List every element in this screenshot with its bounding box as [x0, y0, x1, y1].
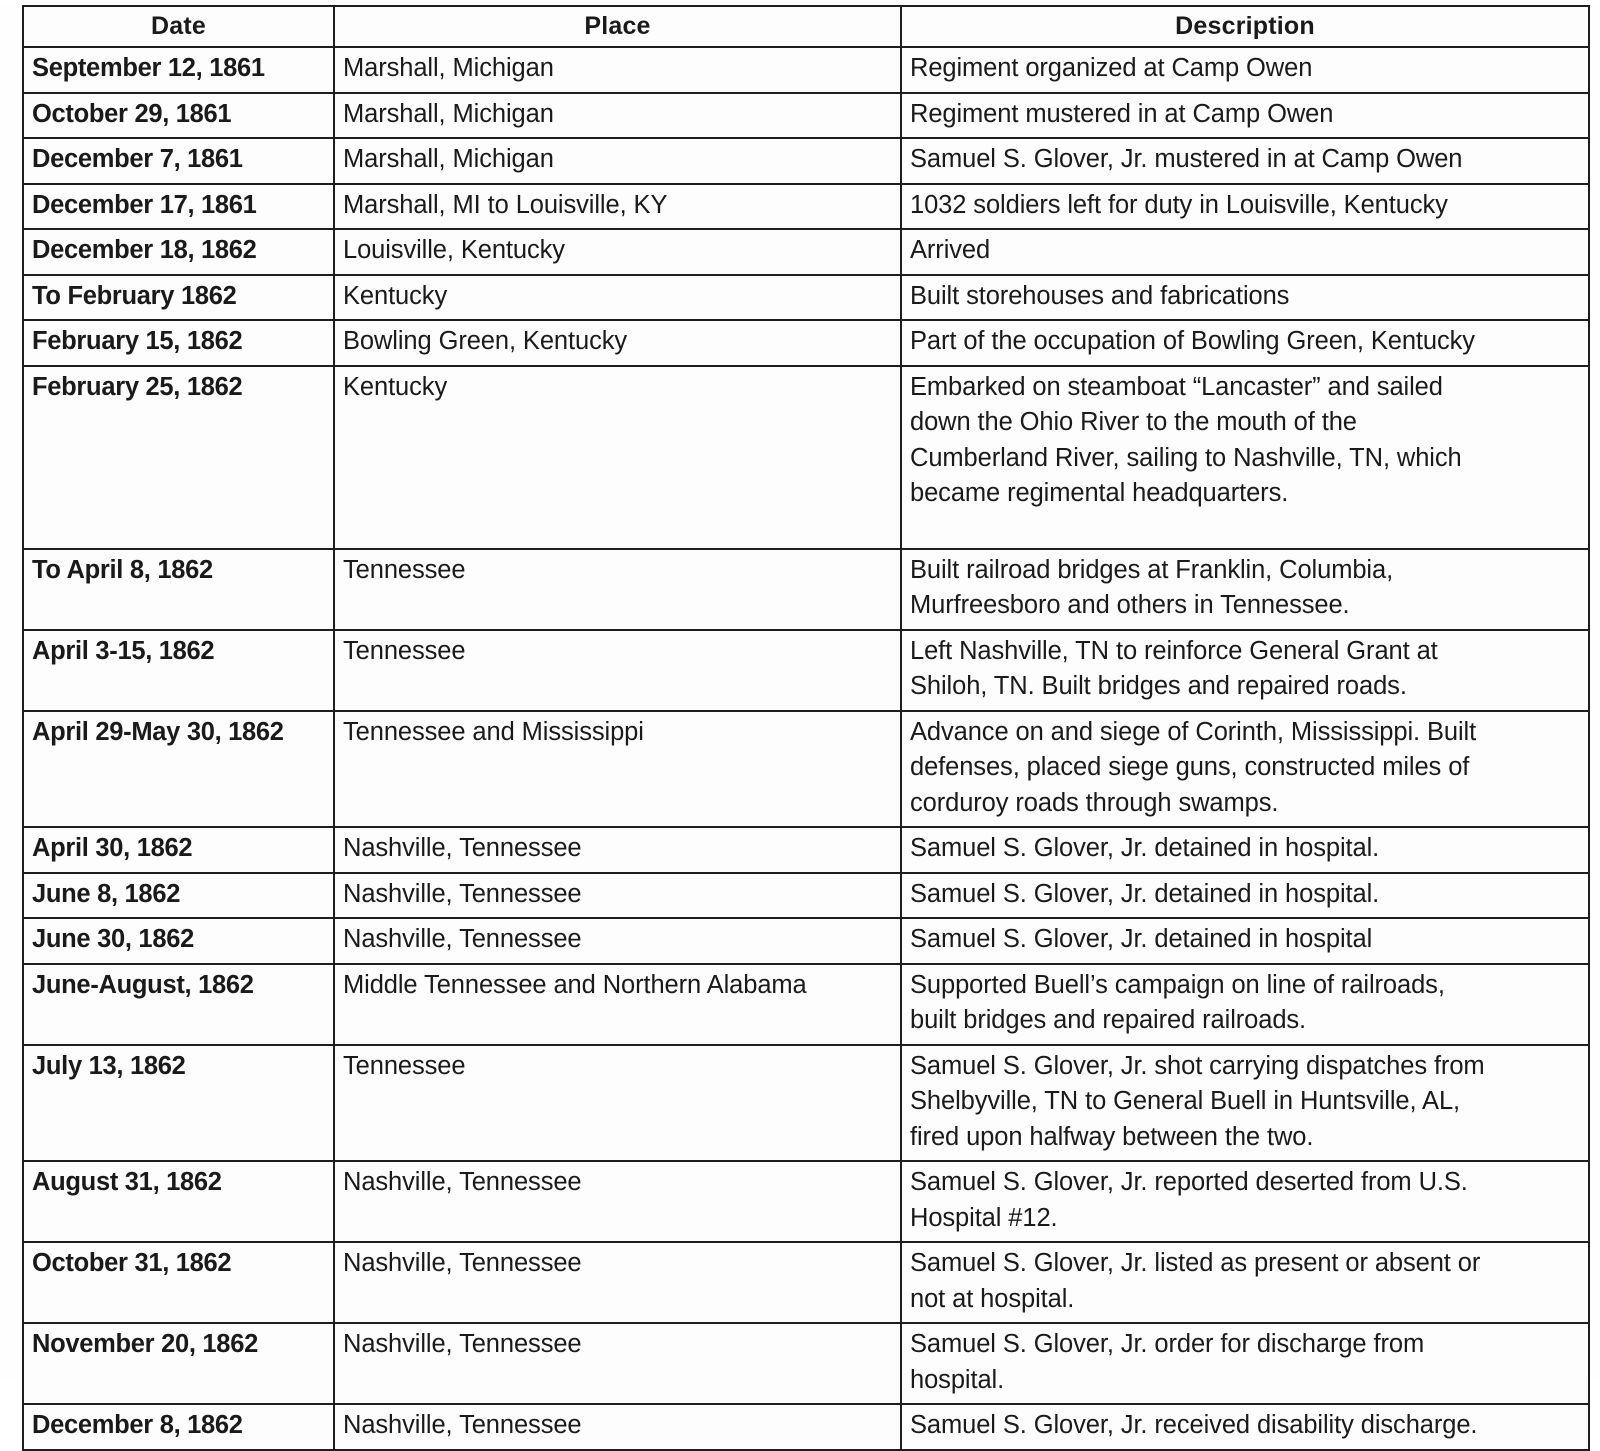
- cell-place: Nashville, Tennessee: [334, 1404, 901, 1450]
- cell-place: Nashville, Tennessee: [334, 873, 901, 919]
- column-header-description: Description: [901, 6, 1589, 47]
- table-row: [23, 93, 1589, 139]
- description-line: not at hospital.: [910, 1284, 1075, 1313]
- table-row: [23, 918, 1589, 964]
- description-line: Regiment organized at Camp Owen: [910, 54, 1313, 82]
- table-row: [23, 711, 1589, 828]
- cell-date: February 25, 1862: [23, 366, 334, 549]
- cell-date: June 30, 1862: [23, 918, 334, 964]
- table-row: [23, 630, 1589, 711]
- table-row: [23, 827, 1589, 873]
- cell-date: To February 1862: [23, 275, 334, 321]
- cell-place: Kentucky: [334, 366, 901, 549]
- description-line: Supported Buell’s campaign on line of railroads,: [910, 970, 1445, 999]
- description-line: Samuel S. Glover, Jr. mustered in at Camp Owen: [910, 145, 1463, 173]
- cell-date: To April 8, 1862: [23, 549, 334, 630]
- description-line: Murfreesboro and others in Tennessee.: [910, 591, 1350, 619]
- column-header-date: Date: [23, 6, 334, 47]
- description-line: Built storehouses and fabrications: [910, 281, 1290, 310]
- description-line: Samuel S. Glover, Jr. shot carrying dispatches from: [910, 1051, 1485, 1080]
- description-line: became regimental headquarters.: [910, 479, 1289, 507]
- cell-place: Marshall, MI to Louisville, KY: [334, 184, 901, 230]
- description-line: defenses, placed siege guns, constructed miles of: [910, 753, 1470, 781]
- cell-date: December 8, 1862: [23, 1404, 334, 1450]
- table-row: [23, 549, 1589, 630]
- cell-description: [901, 320, 1589, 366]
- cell-description: [901, 711, 1589, 828]
- cell-place: Nashville, Tennessee: [334, 1242, 901, 1323]
- cell-date: October 29, 1861: [23, 93, 334, 139]
- description-line: down the Ohio River to the mouth of the: [910, 408, 1357, 436]
- cell-date: February 15, 1862: [23, 320, 334, 366]
- description-line: 1032 soldiers left for duty in Louisville, Kentucky: [910, 190, 1448, 219]
- cell-date: April 3-15, 1862: [23, 630, 334, 711]
- description-line: Arrived: [910, 236, 991, 264]
- table-row: [23, 1161, 1589, 1242]
- cell-place: Nashville, Tennessee: [334, 1161, 901, 1242]
- cell-place: Louisville, Kentucky: [334, 229, 901, 275]
- cell-place: Tennessee and Mississippi: [334, 711, 901, 828]
- description-line: hospital.: [910, 1365, 1005, 1394]
- regiment-service-record-table: [22, 5, 1590, 1451]
- cell-place: Marshall, Michigan: [334, 93, 901, 139]
- cell-date: July 13, 1862: [23, 1045, 334, 1162]
- cell-place: Kentucky: [334, 275, 901, 321]
- description-line: fired upon halfway between the two.: [910, 1122, 1314, 1151]
- table-row: [23, 47, 1589, 93]
- cell-place: Nashville, Tennessee: [334, 1323, 901, 1404]
- table-row: [23, 1323, 1589, 1404]
- cell-date: December 17, 1861: [23, 184, 334, 230]
- cell-date: June 8, 1862: [23, 873, 334, 919]
- cell-date: December 18, 1862: [23, 229, 334, 275]
- table-row: [23, 138, 1589, 184]
- table-row: [23, 366, 1589, 549]
- description-line: Samuel S. Glover, Jr. listed as present or absent or: [910, 1249, 1481, 1277]
- cell-date: September 12, 1861: [23, 47, 334, 93]
- table-row: [23, 320, 1589, 366]
- cell-description: [901, 1045, 1589, 1162]
- cell-description: [901, 138, 1589, 184]
- cell-description: [901, 1242, 1589, 1323]
- description-line: Left Nashville, TN to reinforce General Grant at: [910, 636, 1438, 665]
- cell-description: [901, 549, 1589, 630]
- cell-description: [901, 827, 1589, 873]
- cell-date: June-August, 1862: [23, 964, 334, 1045]
- scanned-page: [0, 5, 1600, 1439]
- description-line: Samuel S. Glover, Jr. order for discharge from: [910, 1330, 1425, 1358]
- cell-date: November 20, 1862: [23, 1323, 334, 1404]
- cell-description: [901, 1161, 1589, 1242]
- cell-date: December 7, 1861: [23, 138, 334, 184]
- description-line: Part of the occupation of Bowling Green, Kentucky: [910, 327, 1475, 355]
- description-line: Hospital #12.: [910, 1203, 1058, 1232]
- cell-description: [901, 93, 1589, 139]
- description-line: Samuel S. Glover, Jr. detained in hospital: [910, 925, 1373, 953]
- cell-description: [901, 964, 1589, 1045]
- cell-description: [901, 275, 1589, 321]
- cell-place: Nashville, Tennessee: [334, 918, 901, 964]
- table-row: [23, 964, 1589, 1045]
- description-line: Shiloh, TN. Built bridges and repaired roads.: [910, 672, 1407, 700]
- cell-description: [901, 366, 1589, 549]
- table-header-row: [23, 6, 1589, 47]
- table-row: [23, 1045, 1589, 1162]
- description-line: corduroy roads through swamps.: [910, 788, 1279, 817]
- description-line: built bridges and repaired railroads.: [910, 1006, 1307, 1034]
- cell-place: Tennessee: [334, 549, 901, 630]
- table-header: [23, 6, 1589, 47]
- description-line: Advance on and siege of Corinth, Mississippi. Built: [910, 717, 1477, 746]
- description-line: Samuel S. Glover, Jr. reported deserted from U.S.: [910, 1168, 1468, 1196]
- cell-place: Marshall, Michigan: [334, 138, 901, 184]
- cell-description: [901, 918, 1589, 964]
- table-row: [23, 184, 1589, 230]
- column-header-place: Place: [334, 6, 901, 47]
- description-line: Built railroad bridges at Franklin, Columbia,: [910, 555, 1394, 584]
- description-line: Samuel S. Glover, Jr. detained in hospital.: [910, 834, 1380, 862]
- cell-description: [901, 873, 1589, 919]
- cell-description: [901, 47, 1589, 93]
- description-line: Samuel S. Glover, Jr. detained in hospital.: [910, 879, 1380, 908]
- cell-place: Middle Tennessee and Northern Alabama: [334, 964, 901, 1045]
- cell-place: Tennessee: [334, 1045, 901, 1162]
- cell-date: April 30, 1862: [23, 827, 334, 873]
- cell-description: [901, 1404, 1589, 1450]
- cell-date: August 31, 1862: [23, 1161, 334, 1242]
- description-line: Shelbyville, TN to General Buell in Huntsville, AL,: [910, 1087, 1461, 1115]
- table-row: [23, 229, 1589, 275]
- table-row: [23, 275, 1589, 321]
- cell-place: Bowling Green, Kentucky: [334, 320, 901, 366]
- table-row: [23, 1242, 1589, 1323]
- cell-place: Nashville, Tennessee: [334, 827, 901, 873]
- description-line: Embarked on steamboat “Lancaster” and sailed: [910, 372, 1443, 401]
- table-row: [23, 1404, 1589, 1450]
- cell-place: Marshall, Michigan: [334, 47, 901, 93]
- cell-description: [901, 1323, 1589, 1404]
- description-line: Regiment mustered in at Camp Owen: [910, 99, 1334, 128]
- cell-description: [901, 229, 1589, 275]
- description-line: Cumberland River, sailing to Nashville, TN, which: [910, 443, 1462, 472]
- cell-place: Tennessee: [334, 630, 901, 711]
- cell-date: April 29-May 30, 1862: [23, 711, 334, 828]
- cell-description: [901, 630, 1589, 711]
- description-line: Samuel S. Glover, Jr. received disability discharge.: [910, 1411, 1478, 1439]
- cell-description: [901, 184, 1589, 230]
- table-row: [23, 873, 1589, 919]
- cell-date: October 31, 1862: [23, 1242, 334, 1323]
- table-body: [23, 47, 1589, 1450]
